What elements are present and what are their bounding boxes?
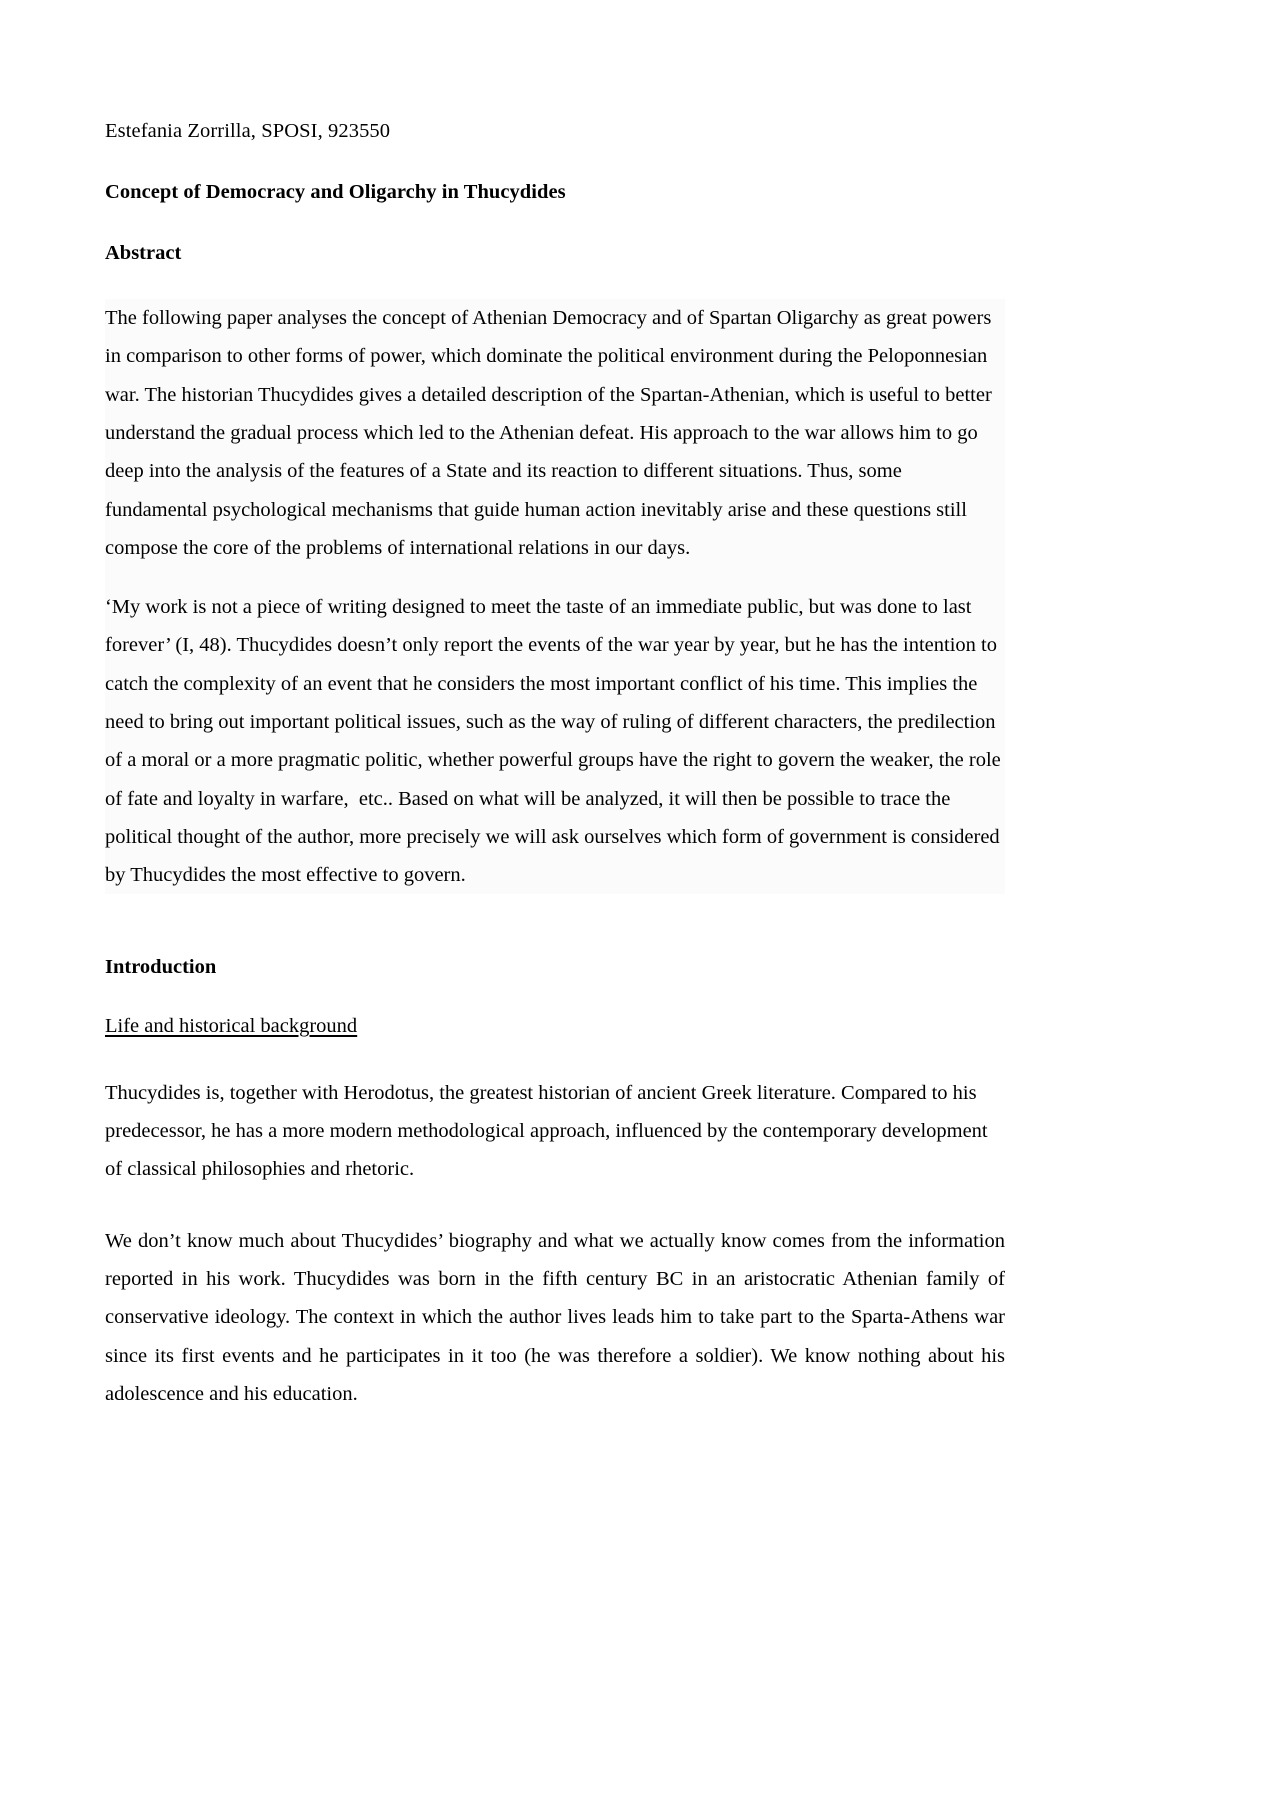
author-byline: Estefania Zorrilla, SPOSI, 923550 [105, 120, 391, 142]
abstract-section [105, 299, 1005, 894]
introduction-paragraph-2: We don’t know much about Thucydides’ biography and what we actually know comes from the information reported in his work. Thucydides was born in the fifth century BC in an aristocratic Athenian family of conservative ideology. The context in which the author lives leads him to take part to the Sparta-Athens war since its first events and he participates in it too (he was therefore a soldier). We know nothing about his adolescence and his education. [105, 1229, 1011, 1405]
document-body [105, 118, 1011, 1413]
abstract-paragraph-1: The following paper analyses the concept of Athenian Democracy and of Spartan Oligarchy as great powers in comparison to other forms of power, which dominate the political environment during the Peloponnesian war. The historian Thucydides gives a detailed description of the Spartan-Athenian, which is useful to better understand the gradual process which led to the Athenian defeat. His approach to the war allows him to go deep into the analysis of the features of a State and its reaction to different situations. Thus, some fundamental psychological mechanisms that guide human action inevitably arise and these questions still compose the core of the problems of international relations in our days. [105, 307, 997, 559]
introduction-heading: Introduction [105, 956, 217, 979]
introduction-paragraph-1: Thucydides is, together with Herodotus, the greatest historian of ancient Greek literature. Compared to his predecessor, he has a more modern methodological approach, influenced by the contemporary development of classical philosophies and rhetoric. [105, 1081, 993, 1181]
page-title: Concept of Democracy and Oligarchy in Thucydides [105, 180, 566, 203]
paragraph-spacer [105, 1210, 1005, 1222]
abstract-paragraph-2: ‘My work is not a piece of writing designed to meet the taste of an immediate public, but was done to last forever’ (I, 48). Thucydides doesn’t only report the events of the war year by year, but he has the intention to catch the complexity of an event that he considers the most important conflict of his time. This implies the need to bring out important political issues, such as the way of ruling of different characters, the predilection of a moral or a more pragmatic politic, whether powerful groups have the right to govern the weaker, the role of fate and loyalty in warfare, etc.. Based on what will be analyzed, it will then be possible to trace the political thought of the author, more precisely we will ask ourselves which form of government is considered by Thucydides the most effective to govern. [105, 596, 1006, 887]
life-background-subheading: Life and historical background [105, 1015, 358, 1038]
section-spacer [105, 924, 1005, 954]
abstract-heading: Abstract [105, 242, 182, 265]
